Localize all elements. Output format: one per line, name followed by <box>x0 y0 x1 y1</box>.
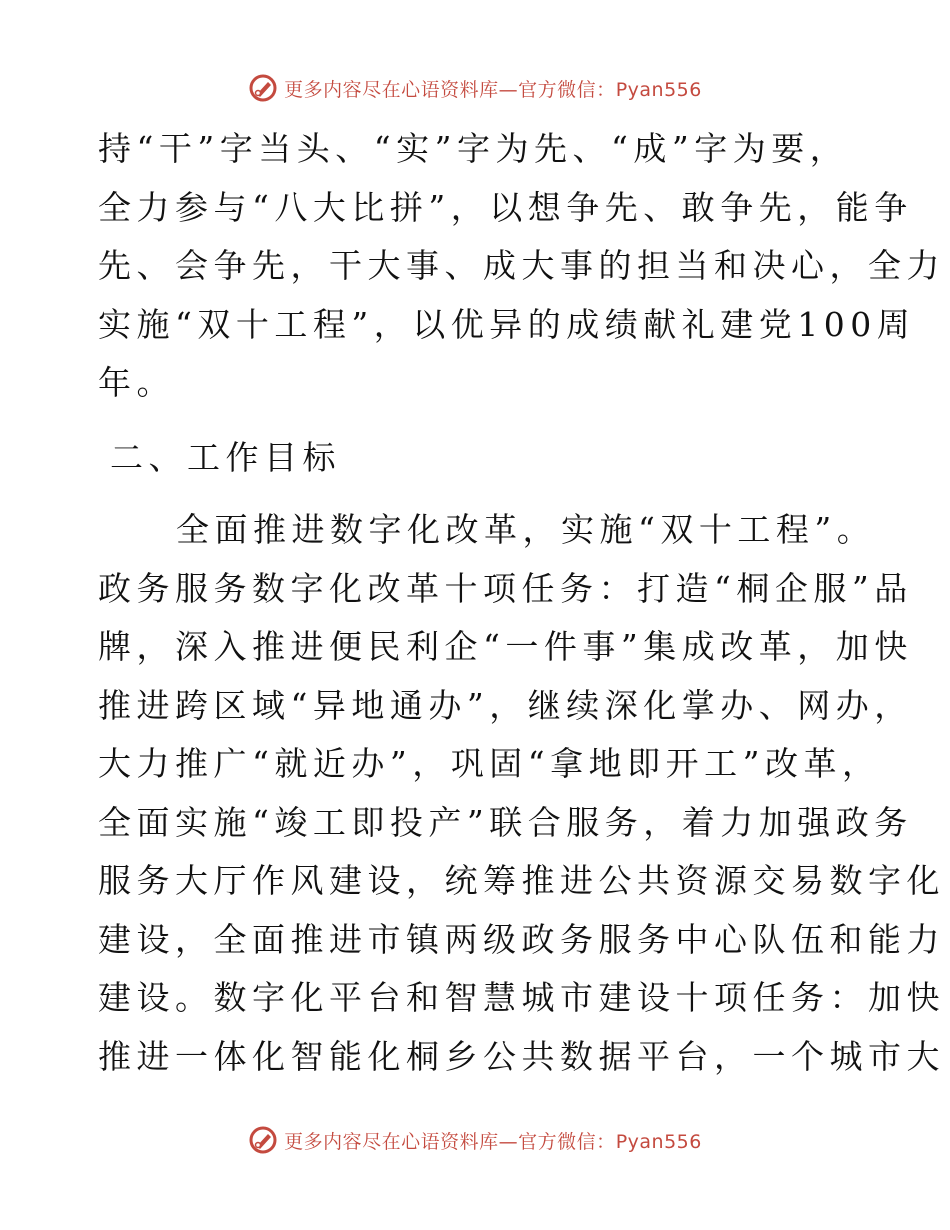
seal-logo-icon <box>248 73 278 103</box>
paragraph-line: 全面实施“竣工即投产”联合服务，着力加强政务 <box>98 802 913 842</box>
watermark-main: 更多内容尽在心语资料库 <box>284 1130 499 1153</box>
paragraph-gap <box>98 413 858 427</box>
watermark-banner-bottom <box>0 1118 950 1162</box>
document-body <box>98 120 945 1086</box>
paragraph-line: 全面推进数字化改革，实施“双十工程”。 <box>176 510 876 549</box>
watermark-account: Pyan556 <box>615 1130 702 1153</box>
watermark-account: Pyan556 <box>615 78 702 101</box>
paragraph-line: 全力参与“八大比拼”，以想争先、敢争先，能争 <box>98 187 913 227</box>
watermark-banner-top <box>0 66 950 110</box>
paragraph-gap <box>98 487 858 501</box>
watermark-label: 官方微信： <box>518 1130 616 1153</box>
paragraph-line: 实施“双十工程”，以优异的成绩献礼建党100周 <box>98 304 916 344</box>
watermark-label: 官方微信： <box>518 78 616 101</box>
paragraph-line: 推进一体化智能化桐乡公共数据平台，一个城市大 <box>98 1036 945 1076</box>
section-heading: 二、工作目标 <box>110 437 341 477</box>
paragraph-line: 政务服务数字化改革十项任务：打造“桐企服”品 <box>98 568 913 608</box>
paragraph-line: 年。 <box>98 363 175 402</box>
paragraph-line: 持“干”字当头、“实”字为先、“成”字为要， <box>98 129 849 168</box>
watermark-main: 更多内容尽在心语资料库 <box>284 78 499 101</box>
seal-logo-icon <box>248 1125 278 1155</box>
paragraph-line: 先、会争先，干大事、成大事的担当和决心，全力 <box>98 246 945 285</box>
watermark-separator: — <box>498 78 519 101</box>
paragraph-line: 服务大厅作风建设，统筹推进公共资源交易数字化 <box>98 861 945 900</box>
paragraph-line: 牌，深入推进便民利企“一件事”集成改革，加快 <box>98 627 913 666</box>
watermark-text <box>284 1127 702 1154</box>
paragraph-line: 建设。数字化平台和智慧城市建设十项任务：加快 <box>98 978 945 1017</box>
paragraph-line: 建设，全面推进市镇两级政务服务中心队伍和能力 <box>98 919 945 959</box>
paragraph-line: 大力推广“就近办”，巩固“拿地即开工”改革， <box>98 744 881 783</box>
watermark-text <box>284 75 702 102</box>
paragraph-line: 推进跨区域“异地通办”，继续深化掌办、网办， <box>98 685 913 725</box>
watermark-separator: — <box>498 1130 519 1153</box>
